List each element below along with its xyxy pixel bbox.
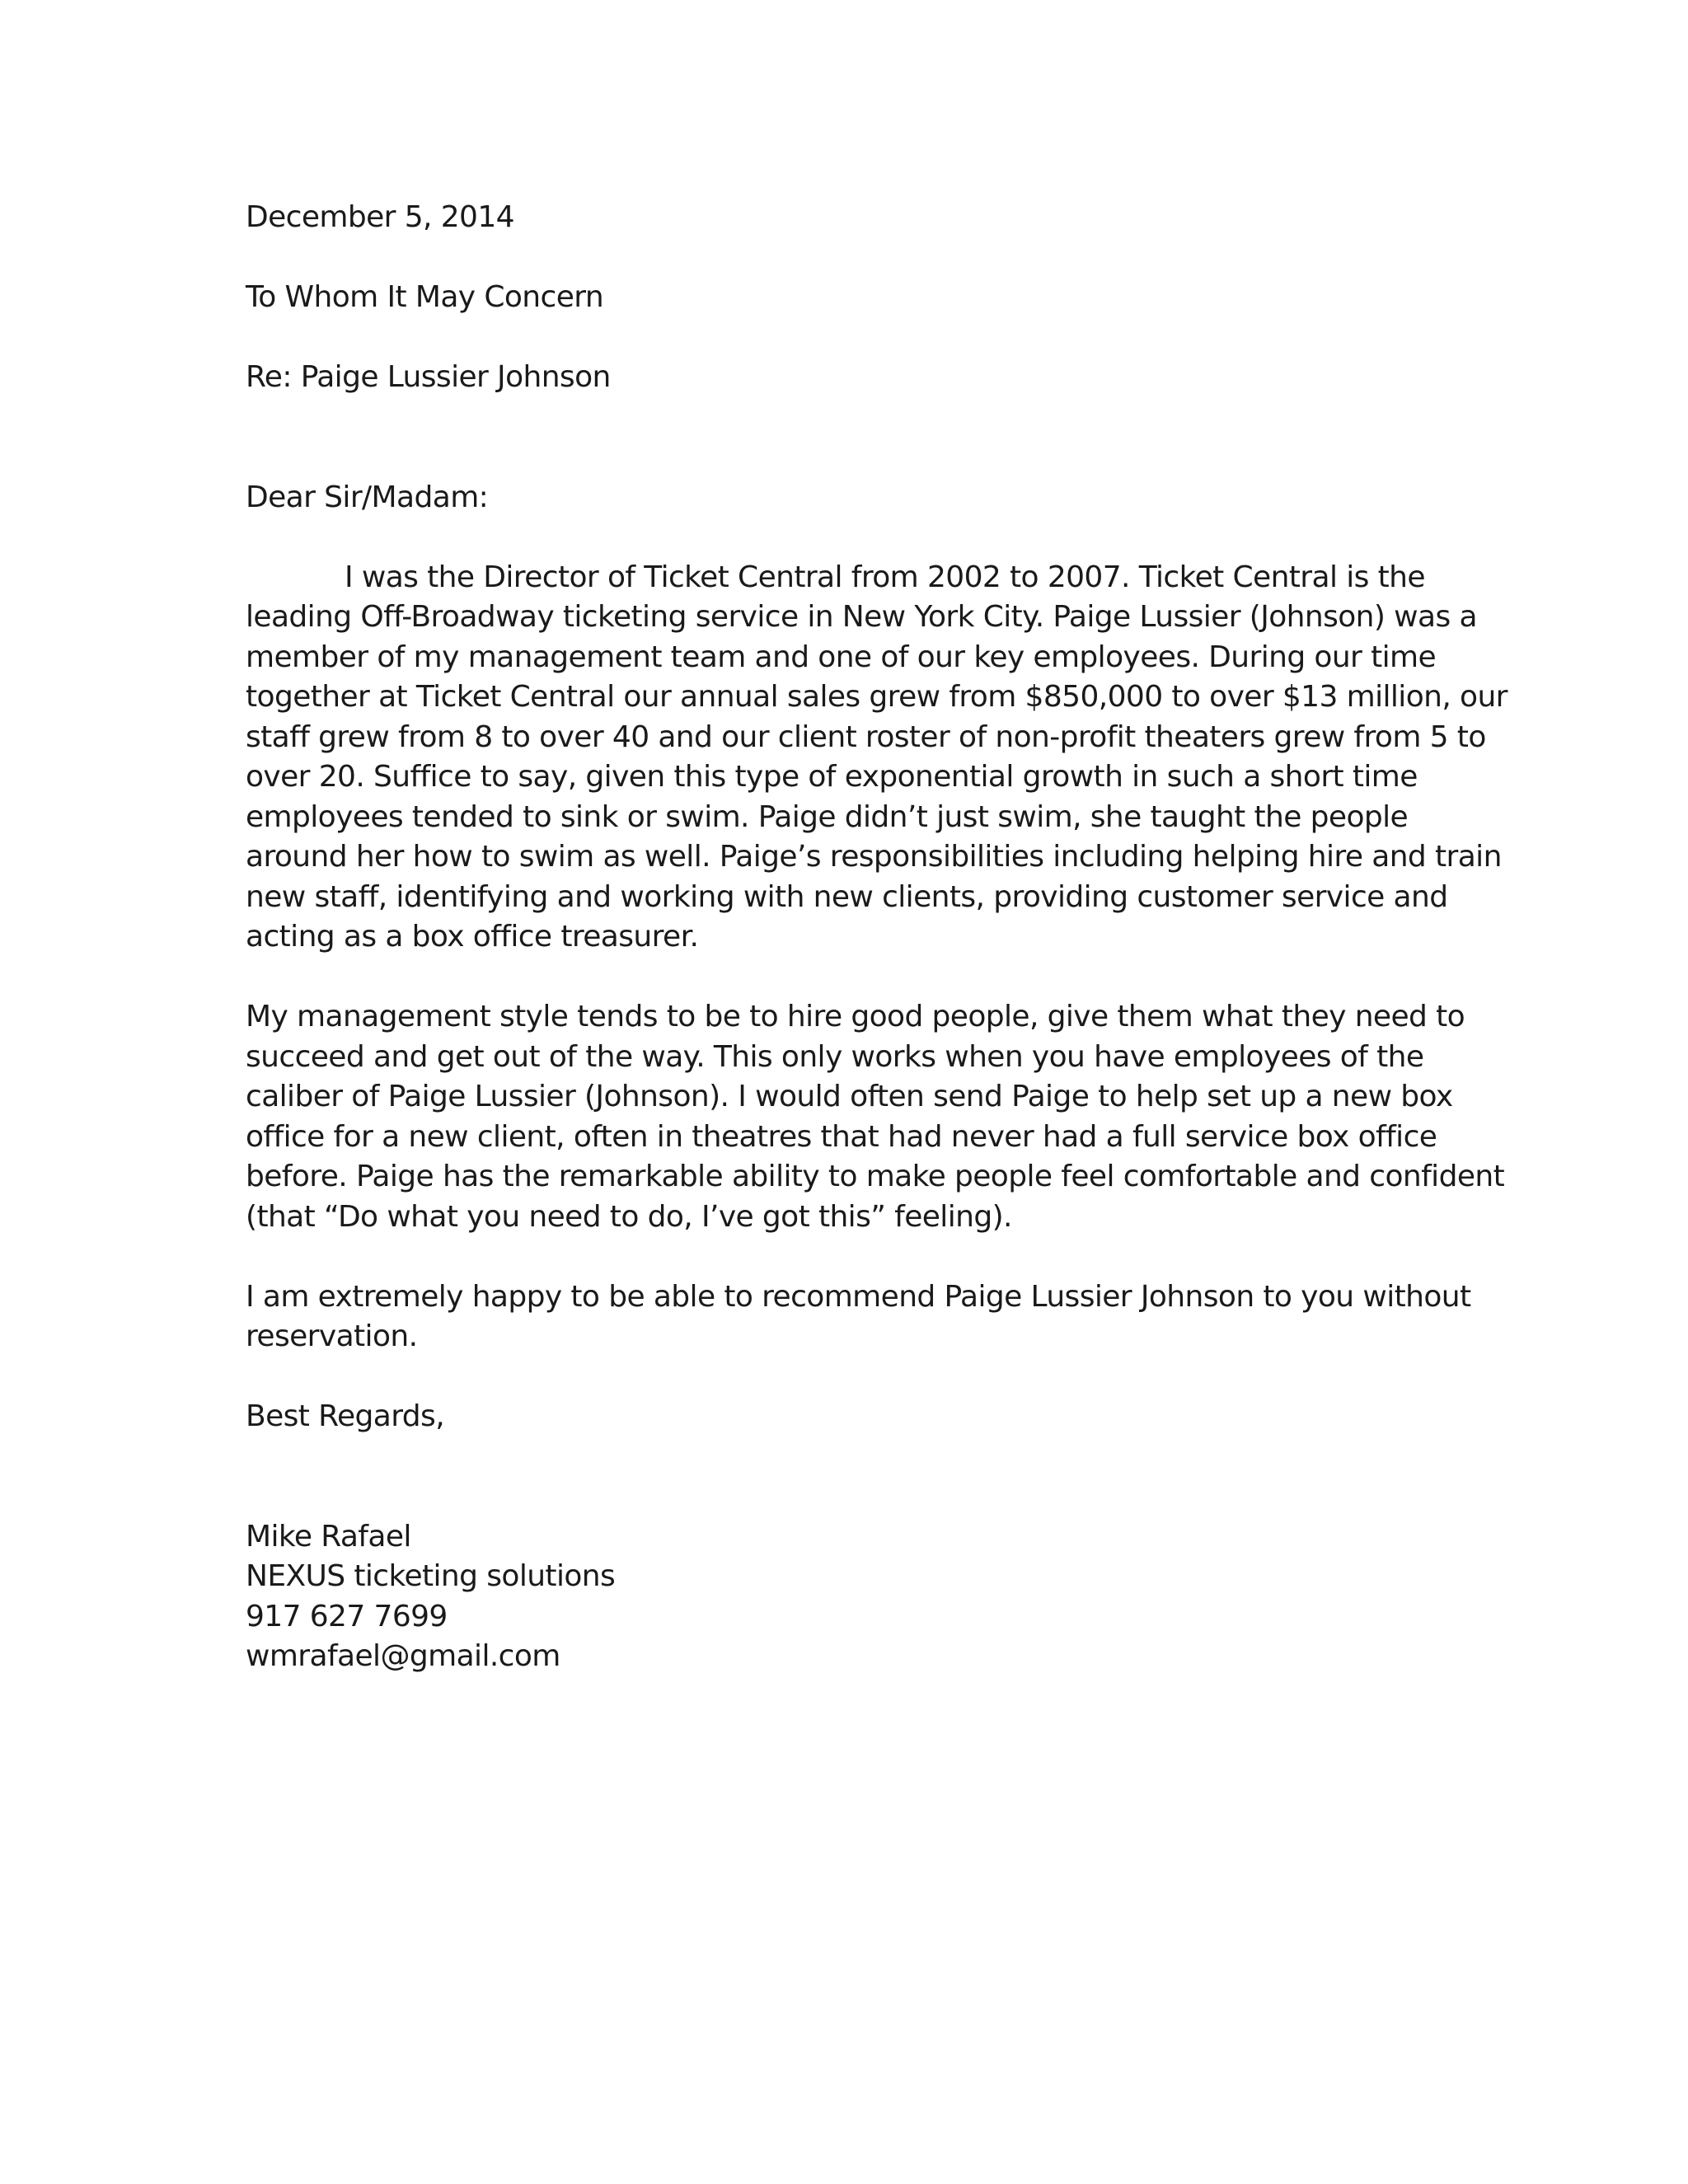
paragraph-1-line: over 20. Suffice to say, given this type of exponential growth in such a short time (246, 760, 1418, 794)
paragraph-2-line: My management style tends to be to hire good people, give them what they need to (246, 1000, 1465, 1033)
letter-re-line: Re: Paige Lussier Johnson (246, 360, 611, 394)
paragraph-1-line: staff grew from 8 to over 40 and our client roster of non-profit theaters grew from 5 to (246, 719, 1486, 754)
paragraph-1-line: employees tended to sink or swim. Paige didn’t just swim, she taught the people (246, 799, 1409, 834)
paragraph-2-line: before. Paige has the remarkable ability to make people feel comfortable and confident (246, 1160, 1505, 1193)
paragraph-1-line: acting as a box office treasurer. (246, 920, 699, 954)
paragraph-1 (246, 558, 1507, 958)
signature-phone: 917 627 7699 (246, 1599, 448, 1633)
paragraph-3-line: I am extremely happy to be able to recommend Paige Lussier Johnson to you without (246, 1279, 1471, 1314)
paragraph-2-line: office for a new client, often in theatres that had never had a full service box office (246, 1119, 1437, 1154)
letter-greeting: Dear Sir/Madam: (246, 480, 489, 514)
paragraph-2-line: caliber of Paige Lussier (Johnson). I would often send Paige to help set up a new box (246, 1080, 1453, 1113)
letter-recipient: To Whom It May Concern (246, 280, 604, 314)
signature-email: wmrafael@gmail.com (246, 1639, 560, 1673)
paragraph-1-line: I was the Director of Ticket Central from 2002 to 2007. Ticket Central is the (345, 560, 1425, 594)
paragraph-2-line: succeed and get out of the way. This only works when you have employees of the (246, 1039, 1424, 1074)
letter-date: December 5, 2014 (246, 200, 514, 234)
paragraph-2-line: (that “Do what you need to do, I’ve got this” feeling). (246, 1199, 1012, 1234)
paragraph-3-line: reservation. (246, 1319, 418, 1353)
paragraph-2 (246, 997, 1505, 1237)
paragraph-1-line: new staff, identifying and working with new clients, providing customer service and (246, 879, 1448, 914)
paragraph-1-line: together at Ticket Central our annual sales grew from $850,000 to over $13 million, our (246, 680, 1507, 714)
paragraph-3 (246, 1277, 1471, 1357)
paragraph-1-line: leading Off-Broadway ticketing service in New York City. Paige Lussier (Johnson) was a (246, 600, 1477, 634)
signature-block (246, 1517, 1449, 1677)
letter-closing: Best Regards, (246, 1399, 445, 1433)
signature-company: NEXUS ticketing solutions (246, 1559, 616, 1593)
signature-name: Mike Rafael (246, 1519, 411, 1554)
letter-body (246, 198, 1507, 1677)
paragraph-1-line: member of my management team and one of our key employees. During our time (246, 640, 1437, 674)
paragraph-1-line: around her how to swim as well. Paige’s responsibilities including helping hire and train (246, 840, 1502, 874)
